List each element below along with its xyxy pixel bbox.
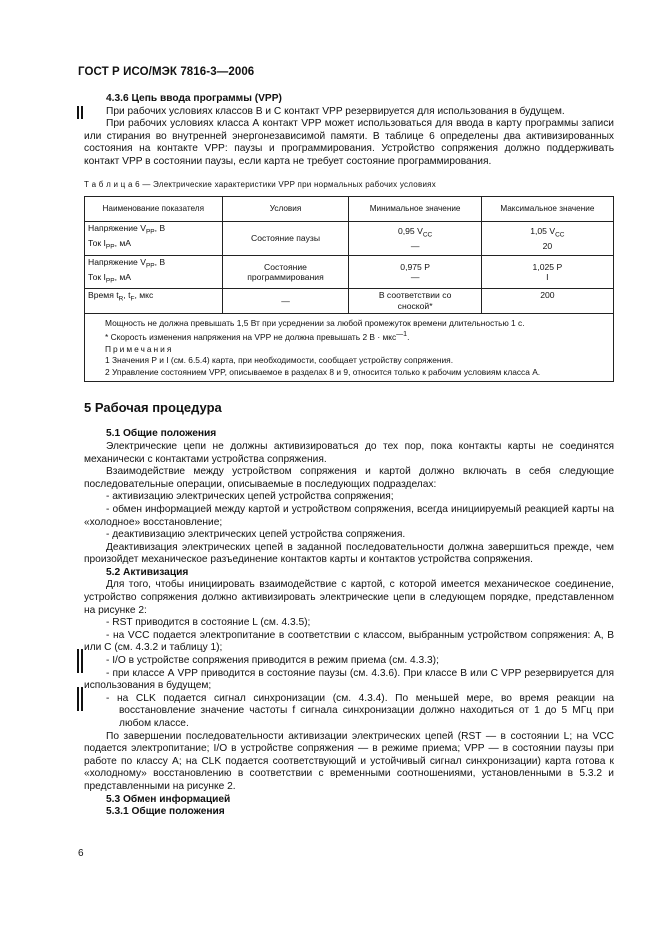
document-body	[84, 93, 614, 819]
table-header-row	[85, 197, 614, 222]
table-cell: Время $t_R$, $t_F$, мкс	[85, 289, 223, 313]
table-header-cell: Минимальное значение	[349, 197, 481, 222]
table-cell: 200	[481, 289, 613, 313]
table-cell: Напряжение $V_{PP}$, В Ток $I_{PP}$, мА	[85, 255, 223, 289]
note-1: 1 Значения Р и I (см. 6.5.4) карта, при необходимости, сообщает устройству сопряжения.	[105, 355, 454, 366]
change-bar	[77, 106, 79, 119]
paragraph: Деактивизация электрических цепей в заданной последовательности должна завершиться прежде, чем произойдет механическое разъединение контактов карты и контактов устройства сопряжения.	[84, 541, 614, 566]
table-cell: 1,05 $V_{CC}$ 20	[481, 222, 613, 256]
list-item: - на VCC подается электропитание в соответствии с классом, выбранным устройством сопряжения: А, В или С (см. 4.3.2 и таблицу 1);	[84, 629, 614, 654]
change-bar	[81, 687, 83, 711]
paragraph: По завершении последовательности активизации электрических цепей (RST — в состоянии L; на VCC подается электропитание; I/O в устройстве сопряжения — в режиме приема; VPP — в состоянии паузы при работе по классу А; на CLK подается соответствующий и устойчивый сигнал синхронизации) карта готова к «холодному» восстановлению в соответствии с временными соотношениями, установленными в 5.3.2 и представленными на рисунке 2.	[84, 730, 614, 792]
table-caption: Т а б л и ц а 6 — Электрические характеристики VPP при нормальных рабочих условиях	[84, 179, 437, 189]
footnote: * Скорость изменения напряжения на VPP не должна превышать 2 В · мкс$^{—1}$.	[105, 331, 410, 342]
list-item: - активизацию электрических цепей устройства сопряжения;	[106, 491, 394, 503]
page-number: 6	[78, 848, 84, 859]
paragraph: Взаимодействие между устройством сопряжения и картой должно включать в себя следующие последовательные операции, описываемые в последующих подразделах:	[84, 466, 614, 490]
paragraph: Для того, чтобы инициировать взаимодействие с картой, с которой имеется механическое соединение, устройство сопряжения должно активизировать электрические цепи в следующем порядке, представленном на рисунке 2:	[84, 579, 614, 616]
list-item: - на CLK подается сигнал синхронизации (см. 4.3.4). По меньшей мере, во время реакции на восстановление значение частоты f сигнала синхронизации должно находиться от 1 до 5 МГц при любом классе.	[106, 692, 614, 730]
note-2: 2 Управление состоянием VPP, описываемое в разделах 8 и 9, относится только к рабочим условиям класса А.	[105, 366, 541, 377]
table-cell: Состояние программирования	[222, 255, 349, 289]
change-bar	[81, 649, 83, 673]
section-heading-5-1: 5.1 Общие положения	[106, 428, 217, 440]
change-bar	[77, 687, 79, 711]
paragraph: При рабочих условиях классов В и С контакт VPP резервируется для использования в будущем.	[106, 105, 565, 117]
section-heading-5-3-1: 5.3.1 Общие положения	[106, 806, 225, 818]
paragraph: При рабочих условиях класса А контакт VPP может использоваться для ввода в карту программы записи или стирания во внутренней энергонезависимой памяти. В таблице 6 определены два активизированных состояния на контакте VPP: паузы и программирования. Устройство сопряжения должно поддерживать контакт VPP в состоянии паузы, если карта не требует состояние программирования.	[84, 118, 614, 167]
table-cell: 1,025 P I	[481, 255, 613, 289]
table-row	[85, 255, 614, 289]
list-item: - деактивизацию электрических цепей устройства сопряжения.	[106, 529, 406, 541]
table-header-cell: Максимальное значение	[481, 197, 613, 222]
section-title: 5 Рабочая процедура	[84, 400, 222, 416]
table-cell: 0,975 P —	[349, 255, 481, 289]
table-row	[85, 289, 614, 313]
table-header-cell: Наименование показателя	[85, 197, 223, 222]
section-heading-5-2: 5.2 Активизация	[106, 566, 189, 578]
table-cell: В соответствии со сноской*	[349, 289, 481, 313]
list-item: - при классе А VPP приводится в состояние паузы (см. 4.3.6). При классе В или С VPP резервируется для использования в будущем;	[84, 667, 614, 692]
list-item: - I/O в устройстве сопряжения приводится в режим приема (см. 4.3.3);	[106, 655, 439, 667]
table-cell: Напряжение $V_{PP}$, В Ток $I_{PP}$, мА	[85, 222, 223, 256]
table-row	[85, 222, 614, 256]
document-header: ГОСТ Р ИСО/МЭК 7816-3—2006	[78, 66, 255, 78]
table-cell: —	[222, 289, 349, 313]
section-heading-5-3: 5.3 Обмен информацией	[106, 793, 231, 805]
table-notes	[85, 313, 614, 382]
change-bar	[81, 106, 83, 119]
table-cell: Состояние паузы	[222, 222, 349, 256]
table-header-cell: Условия	[222, 197, 349, 222]
power-note: Мощность не должна превышать 1,5 Вт при усреднении за любой промежуток времени длительностью 1 с.	[105, 317, 525, 328]
paragraph: Электрические цепи не должны активизироваться до тех пор, пока контакты карты не соединятся механически с контактами устройства сопряжения.	[84, 440, 614, 465]
table-cell: 0,95 $V_{CC}$ —	[349, 222, 481, 256]
table-notes-row	[85, 313, 614, 382]
notes-heading: Примечания	[105, 343, 174, 354]
list-item: - RST приводится в состояние L (см. 4.3.5);	[106, 617, 311, 629]
change-bar	[77, 649, 79, 673]
section-heading-4-3-6: 4.3.6 Цепь ввода программы (VPP)	[106, 93, 282, 104]
table-6	[84, 196, 614, 382]
list-item: - обмен информацией между картой и устройством сопряжения, всегда инициируемый реакцией карты на «холодное» восстановление;	[84, 503, 614, 528]
